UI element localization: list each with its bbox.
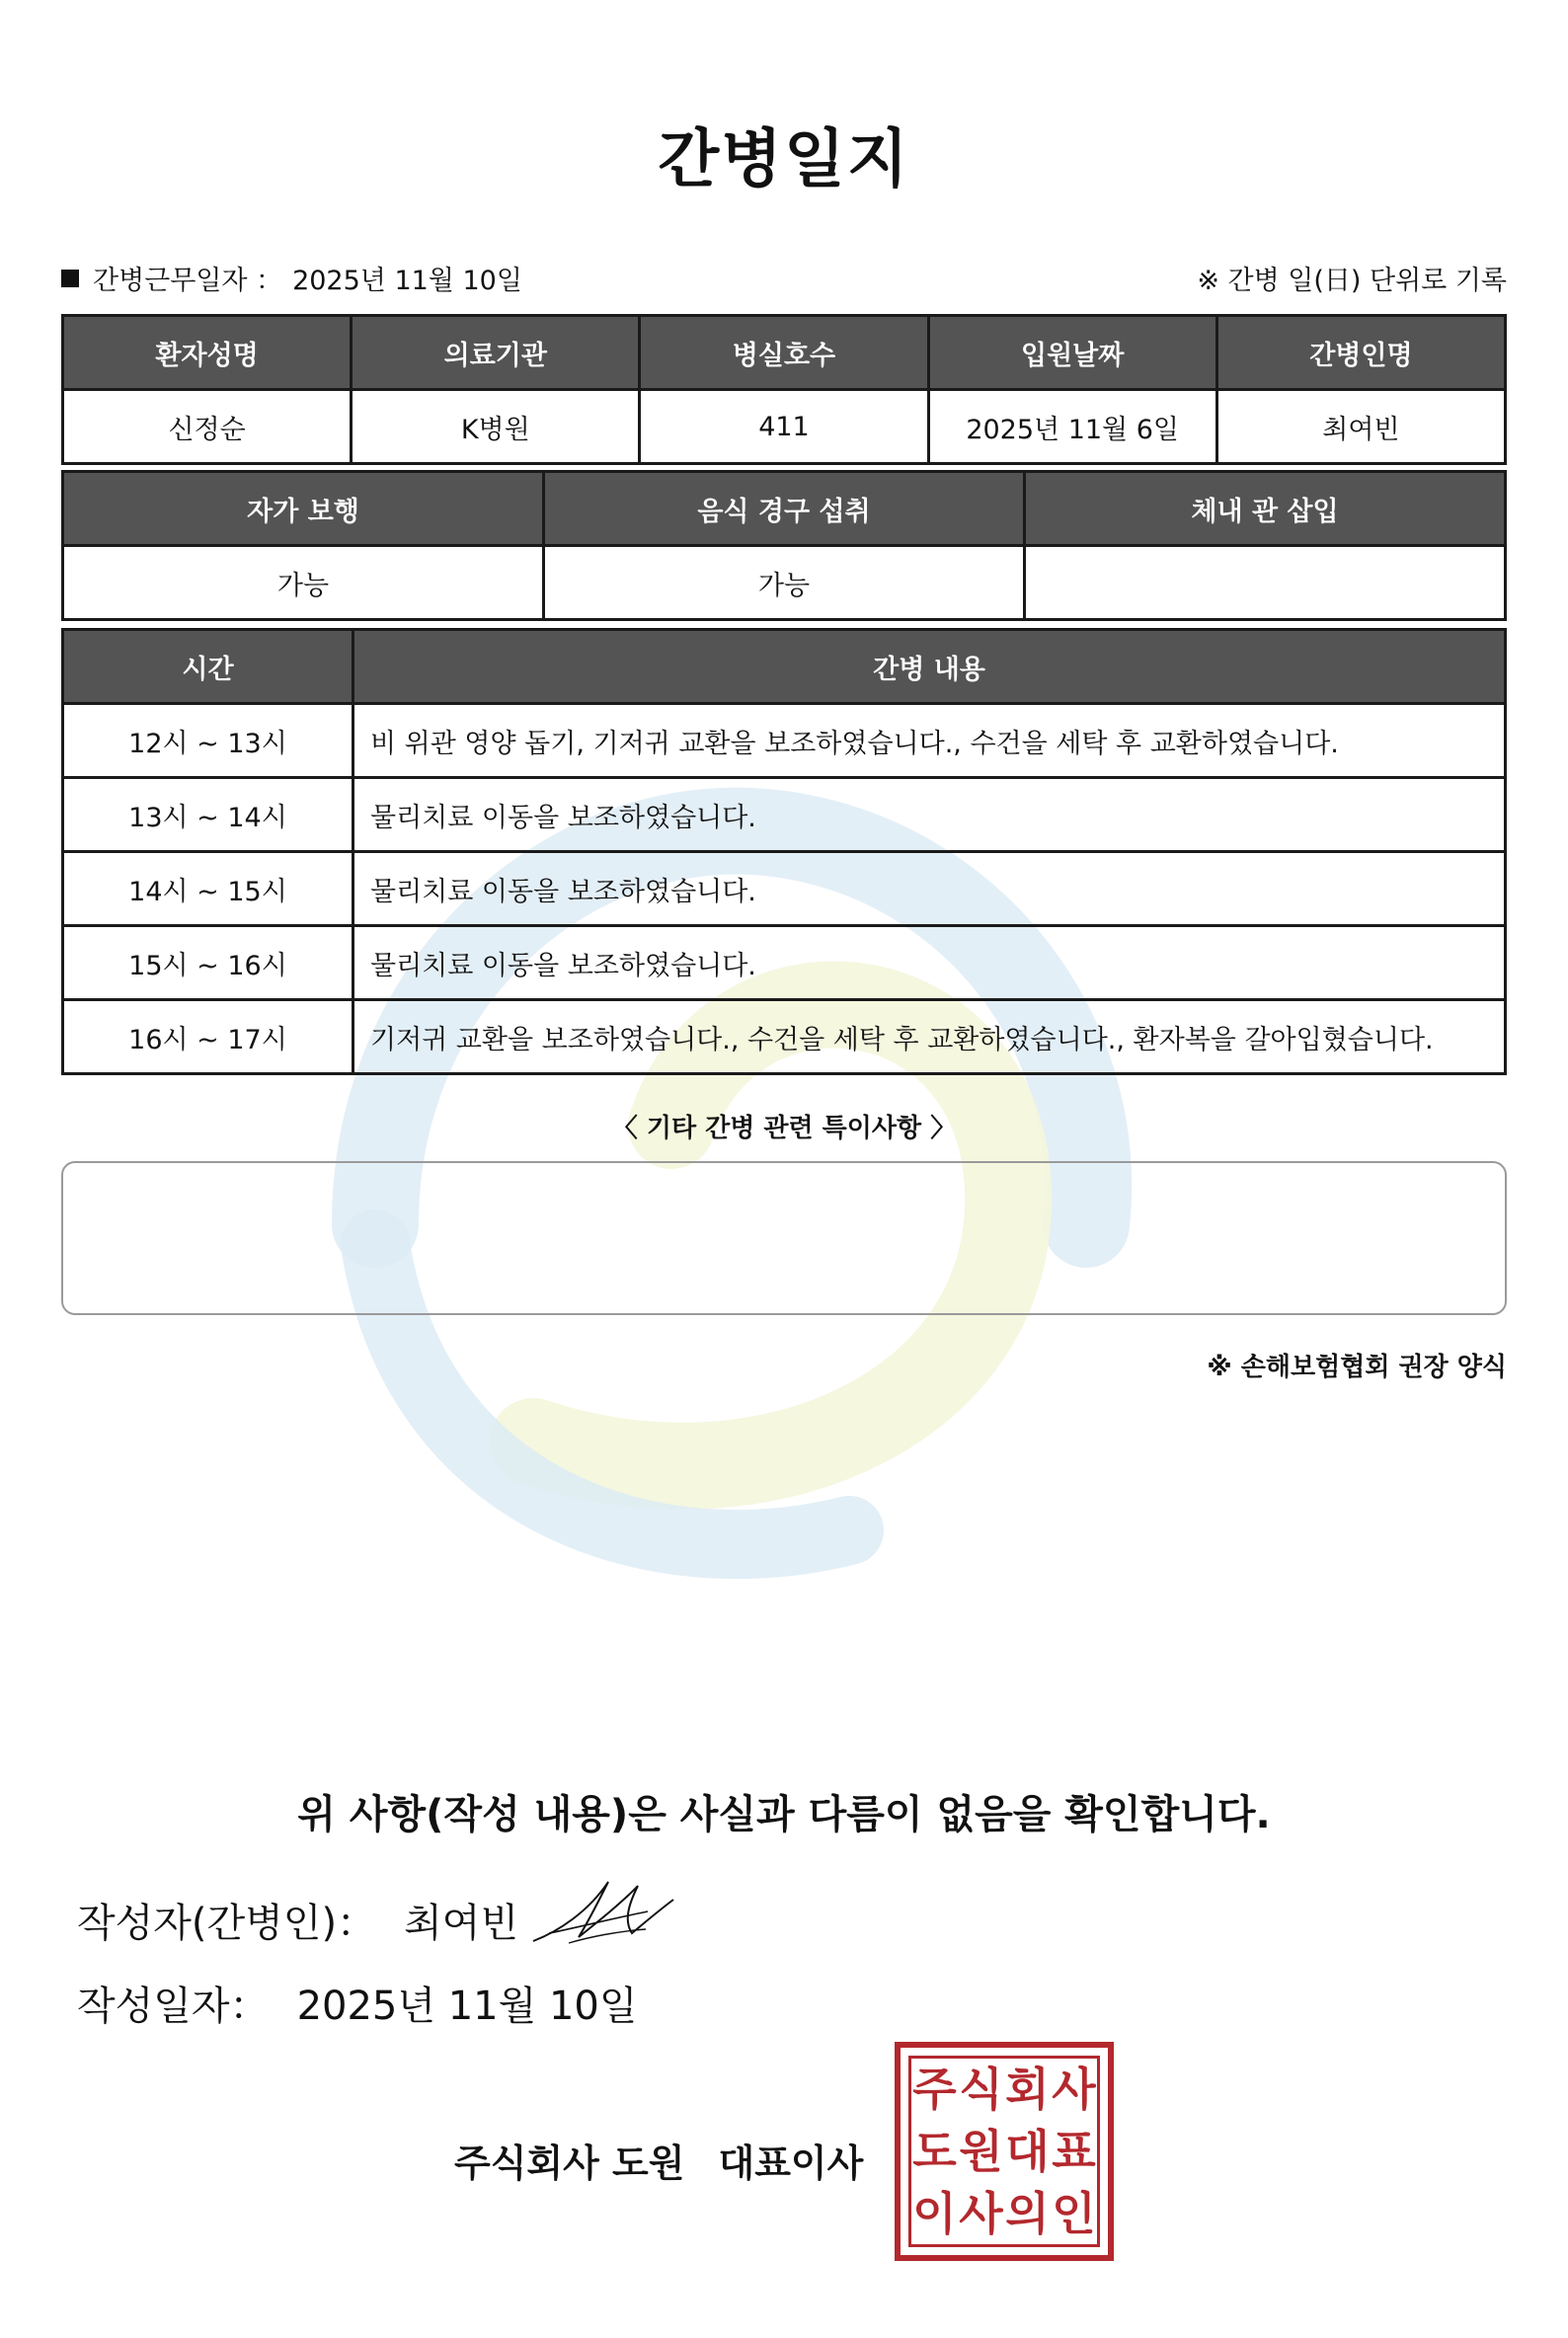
written-date-line	[77, 1975, 638, 2031]
log-content: 기저귀 교환을 보조하였습니다., 수건을 세탁 후 교환하였습니다., 환자복을 갈아입혔습니다.	[353, 1000, 1506, 1074]
log-time: 16시 ~ 17시	[63, 1000, 353, 1074]
care-log-table	[61, 628, 1507, 1075]
seal-char: 주	[912, 2063, 957, 2117]
company-name: 주식회사 도원	[454, 2142, 685, 2185]
confirmation-statement: 위 사항(작성 내용)은 사실과 다름이 없음을 확인합니다.	[297, 1792, 1271, 1837]
patient-info-table	[61, 314, 1507, 465]
log-time: 15시 ~ 16시	[63, 926, 353, 1000]
header-time: 시간	[63, 630, 353, 704]
written-date-label: 작성일자：	[77, 1984, 270, 2029]
document-title: 간병일지	[658, 123, 910, 196]
log-time: 13시 ~ 14시	[63, 778, 353, 852]
notes-title: 〈 기타 간병 관련 특이사항 〉	[611, 1114, 957, 1143]
header-patient-name: 환자성명	[63, 316, 352, 390]
table-header-row	[63, 316, 1506, 390]
seal-char: 사	[959, 2186, 1003, 2240]
signature	[529, 1872, 677, 1951]
seal-char: 인	[1052, 2186, 1096, 2240]
table-row	[63, 390, 1506, 464]
header-admission-date: 입원날짜	[928, 316, 1216, 390]
company-line	[454, 2133, 863, 2187]
work-date-value: 2025년 11월 10일	[292, 266, 522, 296]
notes-box	[61, 1161, 1507, 1315]
log-content: 물리치료 이동을 보조하였습니다.	[353, 778, 1506, 852]
patient-name: 신정순	[63, 390, 352, 464]
table-row	[63, 926, 1506, 1000]
log-content: 물리치료 이동을 보조하였습니다.	[353, 926, 1506, 1000]
self-walking-value: 가능	[63, 546, 544, 620]
oral-intake-value: 가능	[544, 546, 1025, 620]
header-tube-insertion: 체내 관 삽입	[1025, 472, 1506, 546]
recommendation-note: ※ 손해보험협회 권장 양식	[1207, 1353, 1507, 1382]
seal-char: 의	[1005, 2186, 1050, 2240]
seal-char: 회	[1005, 2063, 1050, 2117]
log-time: 14시 ~ 15시	[63, 852, 353, 926]
writer-line	[77, 1892, 518, 1948]
seal-char: 도	[912, 2124, 957, 2178]
written-date-value: 2025년 11월 10일	[296, 1984, 638, 2029]
seal-char: 대	[1005, 2124, 1050, 2178]
tube-insertion-value	[1025, 546, 1506, 620]
table-row	[63, 1000, 1506, 1074]
patient-status-table	[61, 470, 1507, 621]
header-hospital: 의료기관	[352, 316, 640, 390]
header-oral-intake: 음식 경구 섭취	[544, 472, 1025, 546]
caregiver-name: 최여빈	[1216, 390, 1505, 464]
log-content: 비 위관 영양 돕기, 기저귀 교환을 보조하였습니다., 수건을 세탁 후 교환하였습니다.	[353, 704, 1506, 778]
hospital-name: K병원	[352, 390, 640, 464]
header-self-walking: 자가 보행	[63, 472, 544, 546]
table-row	[63, 704, 1506, 778]
seal-char: 식	[959, 2063, 1003, 2117]
square-bullet-icon	[61, 270, 79, 287]
unit-note: ※ 간병 일(日) 단위로 기록	[1197, 266, 1507, 296]
header-care-content: 간병 내용	[353, 630, 1506, 704]
admission-date: 2025년 11월 6일	[928, 390, 1216, 464]
header-room-number: 병실호수	[640, 316, 928, 390]
company-title: 대표이사	[718, 2142, 864, 2185]
work-date-label: 간병근무일자 ：	[93, 266, 283, 296]
table-header-row	[63, 472, 1506, 546]
seal-char: 표	[1052, 2124, 1096, 2178]
writer-label: 작성자(간병인)：	[77, 1901, 377, 1946]
log-time: 12시 ~ 13시	[63, 704, 353, 778]
log-content: 물리치료 이동을 보조하였습니다.	[353, 852, 1506, 926]
room-number: 411	[640, 390, 928, 464]
writer-name: 최여빈	[404, 1901, 518, 1946]
table-row	[63, 546, 1506, 620]
company-seal	[895, 2042, 1114, 2261]
seal-char: 사	[1052, 2063, 1096, 2117]
header-caregiver-name: 간병인명	[1216, 316, 1505, 390]
table-row	[63, 778, 1506, 852]
table-header-row	[63, 630, 1506, 704]
table-row	[63, 852, 1506, 926]
work-date-line	[61, 259, 522, 297]
seal-char: 이	[912, 2186, 957, 2240]
seal-char: 원	[959, 2124, 1003, 2178]
